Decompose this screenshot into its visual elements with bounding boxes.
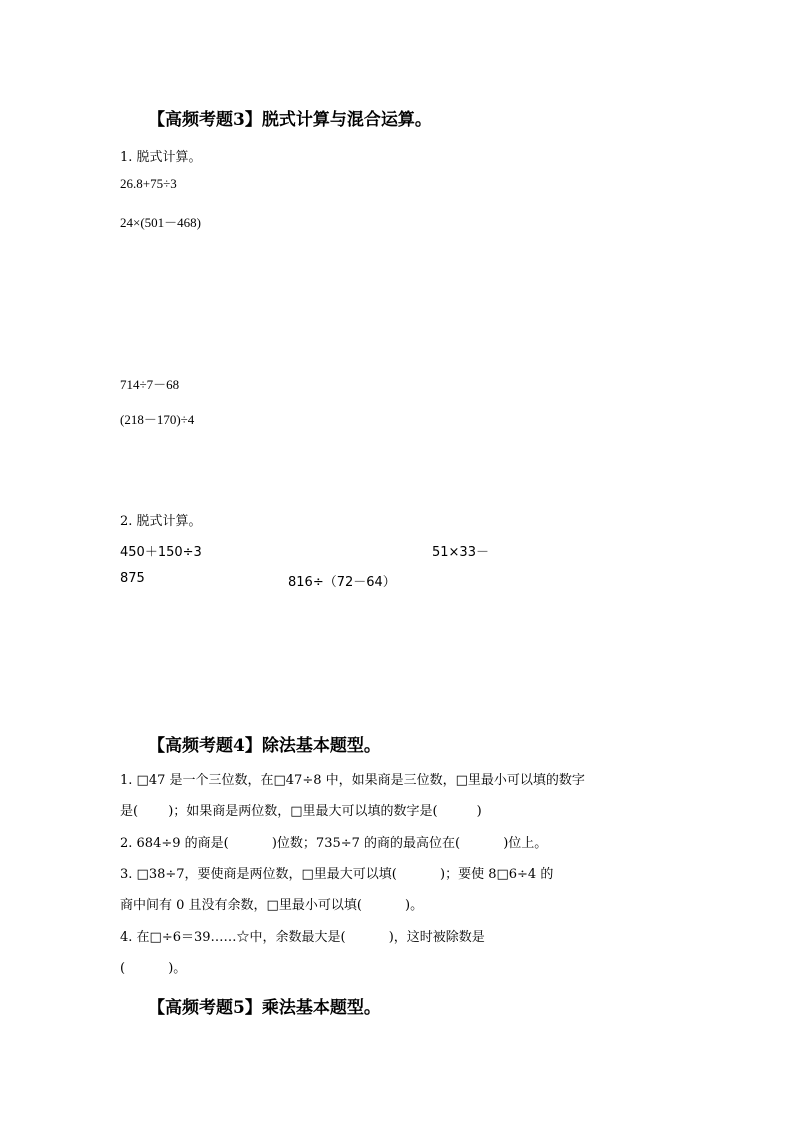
division-item-4-line-1: 4. 在□÷6＝39……☆中，余数最大是( )，这时被除数是 [120, 930, 485, 945]
division-item-3-line-2: 商中间有 0 且没有余数，□里最小可以填( )。 [120, 898, 424, 913]
division-item-4-line-2: ( )。 [120, 961, 187, 976]
expression-4: (218－170)÷4 [120, 412, 195, 427]
division-item-2: 2. 684÷9 的商是( )位数；735÷7 的商的最高位在( )位上。 [120, 836, 548, 851]
expression-2: 24×(501－468) [120, 215, 201, 230]
division-item-1-line-1: 1. □47 是一个三位数，在□47÷8 中，如果商是三位数，□里最小可以填的数字 [120, 773, 585, 788]
q2-expression-2-end: 875 [120, 571, 145, 586]
division-item-1-line-2: 是( )；如果商是两位数，□里最大可以填的数字是( ) [120, 804, 482, 819]
question-1-label: 1. 脱式计算。 [120, 150, 202, 165]
section-3-heading: 【高频考题3】脱式计算与混合运算。 [148, 110, 432, 130]
section-5-heading: 【高频考题5】乘法基本题型。 [148, 998, 381, 1018]
q2-expression-2-start: 51×33－ [432, 545, 489, 560]
question-2-label: 2. 脱式计算。 [120, 514, 202, 529]
section-4-heading: 【高频考题4】除法基本题型。 [148, 736, 381, 756]
expression-3: 714÷7－68 [120, 377, 180, 392]
q2-expression-3: 816÷（72－64） [288, 575, 396, 590]
q2-expression-1: 450＋150÷3 [120, 545, 202, 560]
division-item-3-line-1: 3. □38÷7，要使商是两位数，□里最大可以填( )；要使 8□6÷4 的 [120, 867, 554, 882]
expression-1: 26.8+75÷3 [120, 176, 177, 191]
